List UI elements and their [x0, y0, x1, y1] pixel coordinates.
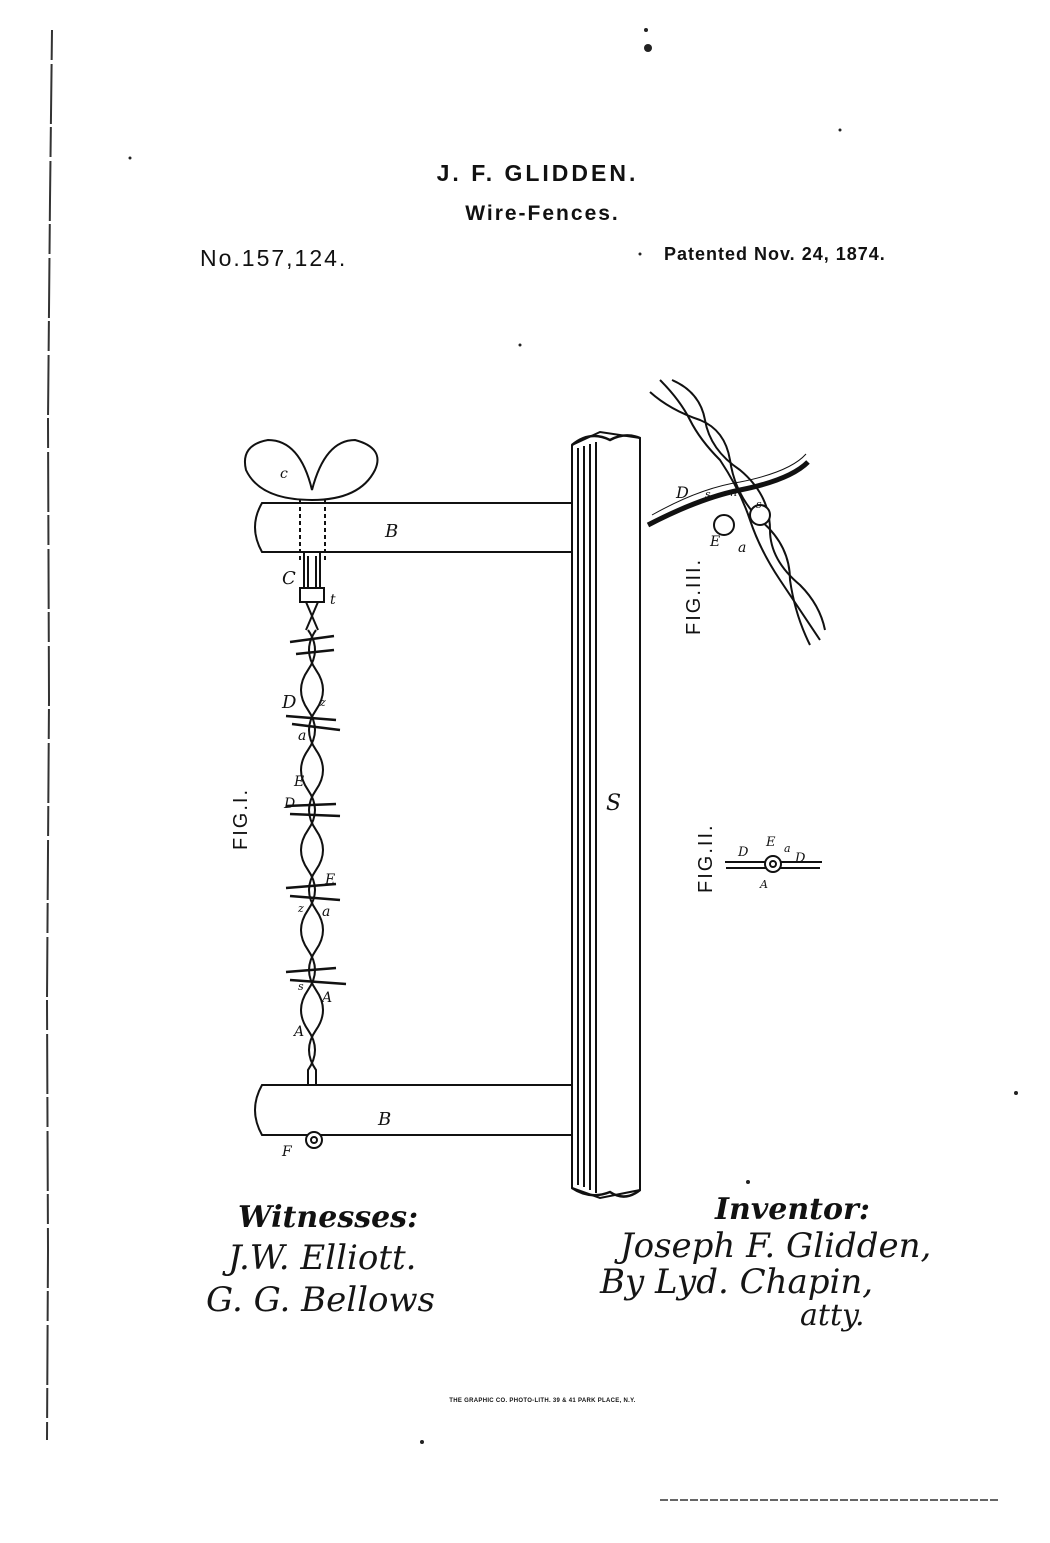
post-top: [255, 503, 572, 552]
witness-signature-1: J.W. Elliott.: [228, 1238, 417, 1278]
letter-wire-1: a: [298, 728, 307, 744]
letter-shaft: C: [282, 568, 296, 589]
letter-z-2: z: [298, 902, 304, 915]
letter-barb-2: D: [284, 796, 296, 812]
letter-barb-1: D: [282, 692, 297, 713]
shaft: [300, 552, 324, 630]
inventor-name-title: J. F. GLIDDEN.: [436, 160, 639, 186]
letter-fig3-twist: E: [710, 534, 721, 550]
letter-crank: c: [280, 466, 288, 482]
letter-twist-1: E: [294, 774, 305, 790]
letter-pin: t: [330, 592, 336, 608]
letter-fig3-s2: s: [756, 498, 762, 511]
letter-fig2-strand: A: [760, 878, 768, 891]
letter-fig3-wire: a: [738, 540, 747, 556]
letter-fig2-wire: a: [784, 842, 791, 855]
printer-credit: THE GRAPHIC CO. PHOTO-LITH. 39 & 41 PARK PLACE, N.Y.: [449, 1398, 636, 1404]
patent-number: No.157,124.: [200, 245, 348, 271]
inventor-signature: Joseph F. Glidden,: [620, 1226, 932, 1266]
letter-fig2-barb-2: D: [795, 851, 806, 866]
letter-fig3-barb: D: [676, 483, 689, 502]
fig2-label: FIG.II.: [695, 823, 717, 893]
fig1-label: FIG.I.: [230, 788, 252, 850]
attorney-signature: By Lyd. Chapin,: [600, 1262, 874, 1302]
letter-post-top: B: [385, 521, 399, 542]
letter-z-1: z: [320, 696, 326, 709]
fig3-drawing: [648, 380, 825, 645]
attorney-title: atty.: [800, 1298, 865, 1333]
letter-eye: F: [282, 1144, 292, 1160]
fig3-label: FIG.III.: [683, 557, 705, 635]
eye-ring: [306, 1132, 322, 1148]
fig1-letters: [280, 466, 621, 1160]
fig1-drawing: [245, 432, 640, 1198]
inventor-heading: Inventor:: [715, 1192, 870, 1227]
letter-fig2-twist: E: [766, 835, 776, 850]
letter-post-bottom: B: [378, 1109, 392, 1130]
letter-s-1: s: [298, 980, 304, 993]
letter-twist-2: E: [325, 872, 336, 888]
letter-sill: S: [606, 791, 622, 816]
post-bottom: [255, 1085, 572, 1135]
witness-signature-2: G. G. Bellows: [206, 1280, 436, 1320]
letter-strand-2: A: [322, 990, 333, 1006]
letter-fig3-s: s: [705, 488, 711, 501]
letter-strand-1: A: [294, 1024, 305, 1040]
letter-wire-2: a: [322, 904, 331, 920]
patent-title: Wire-Fences.: [465, 202, 620, 225]
letter-fig3-n: n: [730, 486, 738, 499]
patent-date: Patented Nov. 24, 1874.: [664, 244, 886, 264]
witnesses-heading: Witnesses:: [238, 1200, 419, 1235]
letter-fig2-barb-1: D: [738, 845, 749, 860]
